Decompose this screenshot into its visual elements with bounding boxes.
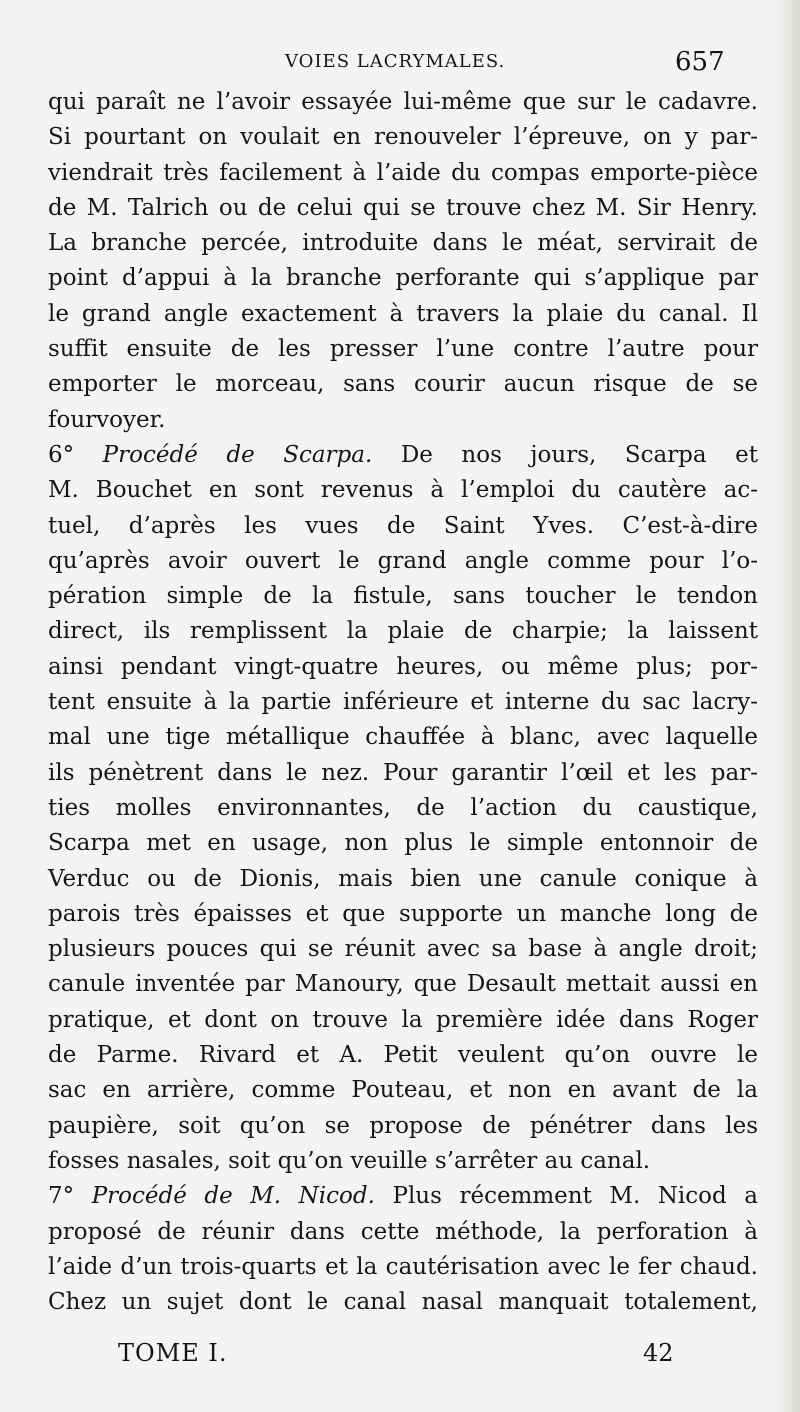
text-line: Chez un sujet dont le canal nasal manquait totalement, (48, 1289, 758, 1316)
text-line: pratique, et dont on trouve la première idée dans Roger (48, 1006, 758, 1033)
running-title: VOIES LACRYMALES. (285, 51, 506, 72)
text-line: ils pénètrent dans le nez. Pour garantir l’œil et les par- (48, 759, 758, 786)
text-line: ties molles environnantes, de l’action du caustique, (48, 794, 758, 821)
text-line: Verduc ou de Dionis, mais bien une canule conique à (48, 865, 758, 892)
text-line: sac en arrière, comme Pouteau, et non en avant de la (48, 1077, 758, 1104)
text-line: 6° Procédé de Scarpa. De nos jours, Scarpa et (48, 441, 759, 468)
running-header (0, 42, 800, 82)
text-line: point d’appui à la branche perforante qui s’applique par (48, 265, 758, 292)
text-line: de Parme. Rivard et A. Petit veulent qu’on ouvre le (48, 1042, 758, 1069)
text-line: tent ensuite à la partie inférieure et interne du sac lacry- (48, 689, 758, 716)
text-line: 7° Procédé de M. Nicod. Plus récemment M. Nicod a (48, 1183, 758, 1210)
page-edge-shadow (774, 0, 800, 1412)
text-line: mal une tige métallique chauffée à blanc, avec laquelle (48, 724, 758, 751)
text-line: emporter le morceau, sans courir aucun risque de se (48, 371, 758, 398)
body-text (48, 85, 758, 1320)
page-number: 657 (675, 47, 725, 77)
text-line: de M. Talrich ou de celui qui se trouve chez M. Sir Henry. (48, 194, 758, 221)
text-line: viendrait très facilement à l’aide du compas emporte-pièce (48, 159, 758, 186)
text-line: plusieurs pouces qui se réunit avec sa base à angle droit; (48, 936, 758, 963)
text-line: paupière, soit qu’on se propose de pénétrer dans les (48, 1112, 758, 1139)
text-line: Scarpa met en usage, non plus le simple entonnoir de (48, 830, 758, 857)
text-line: suffit ensuite de les presser l’une contre l’autre pour (48, 336, 758, 363)
page-footer (0, 1332, 800, 1374)
sheet-number: 42 (643, 1339, 674, 1367)
text-line: proposé de réunir dans cette méthode, la perforation à (48, 1218, 758, 1245)
text-line: tuel, d’après les vues de Saint Yves. C’est-à-dire (48, 512, 758, 539)
text-line: ainsi pendant vingt-quatre heures, ou même plus; por- (48, 653, 758, 680)
text-line: canule inventée par Manoury, que Desault mettait aussi en (48, 971, 758, 998)
text-line: l’aide d’un trois-quarts et la cautérisation avec le fer chaud. (48, 1253, 758, 1280)
text-line: pération simple de la fistule, sans toucher le tendon (48, 583, 758, 610)
text-line: fosses nasales, soit qu’on veuille s’arrêter au canal. (48, 1147, 651, 1174)
text-line: fourvoyer. (48, 406, 166, 433)
text-line: La branche percée, introduite dans le méat, servirait de (48, 230, 758, 257)
volume-signature: TOME I. (118, 1339, 228, 1367)
text-line: M. Bouchet en sont revenus à l’emploi du cautère ac- (48, 477, 758, 504)
text-line: le grand angle exactement à travers la plaie du canal. Il (48, 300, 758, 327)
text-line: qui paraît ne l’avoir essayée lui-même que sur le cadavre. (48, 89, 758, 115)
text-line: Si pourtant on voulait en renouveler l’épreuve, on y par- (48, 124, 758, 151)
text-line: qu’après avoir ouvert le grand angle comme pour l’o- (48, 547, 758, 574)
text-line: direct, ils remplissent la plaie de charpie; la laissent (48, 618, 758, 645)
procedure-heading: Procédé de Scarpa. (102, 441, 373, 468)
procedure-heading: Procédé de M. Nicod. (91, 1183, 375, 1210)
text-line: parois très épaisses et que supporte un manche long de (48, 900, 758, 927)
